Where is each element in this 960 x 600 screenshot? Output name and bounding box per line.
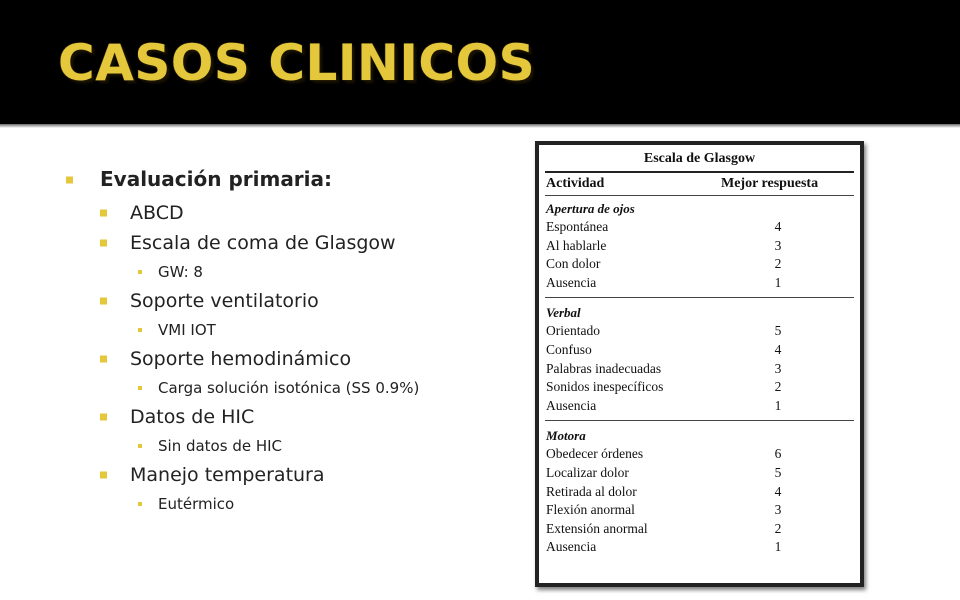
row-score: 1 bbox=[774, 274, 782, 290]
row-activity: Sonidos inespecíficos bbox=[546, 379, 664, 395]
section-heading: Verbal bbox=[546, 305, 581, 321]
section-heading: Apertura de ojos bbox=[546, 201, 635, 216]
row-activity: Localizar dolor bbox=[546, 465, 629, 480]
outline-item-text: Soporte ventilatorio bbox=[130, 290, 319, 312]
outline-item-level-3 bbox=[64, 258, 524, 286]
outline-item-level-3 bbox=[64, 374, 524, 402]
row-score: 2 bbox=[774, 256, 782, 272]
table-row bbox=[546, 446, 850, 464]
table-row bbox=[546, 379, 850, 397]
slide-header bbox=[0, 0, 960, 124]
square-bullet-icon bbox=[138, 502, 142, 506]
row-activity: Espontánea bbox=[546, 219, 609, 234]
outline-item-level-2 bbox=[64, 228, 524, 258]
square-bullet-icon bbox=[100, 240, 107, 247]
square-bullet-icon bbox=[100, 210, 107, 217]
row-score: 4 bbox=[774, 219, 782, 234]
column-header-response: Mejor respuesta bbox=[721, 176, 819, 191]
square-bullet-icon bbox=[66, 177, 73, 184]
table-row bbox=[546, 521, 850, 539]
outline-item-text: Soporte hemodinámico bbox=[130, 348, 352, 370]
outline-item-level-2 bbox=[64, 460, 524, 490]
square-bullet-icon bbox=[100, 298, 107, 305]
table-rule bbox=[545, 171, 854, 173]
outline-item-level-2 bbox=[64, 402, 524, 432]
row-score: 1 bbox=[774, 539, 782, 555]
table-row bbox=[546, 361, 850, 379]
row-score: 3 bbox=[774, 502, 782, 518]
outline-item-text: Carga solución isotónica (SS 0.9%) bbox=[158, 379, 420, 397]
row-activity: Retirada al dolor bbox=[546, 483, 637, 499]
row-score: 5 bbox=[774, 465, 782, 480]
row-activity: Obedecer órdenes bbox=[546, 446, 644, 462]
table-row bbox=[546, 539, 850, 557]
table-rule bbox=[545, 195, 854, 196]
square-bullet-icon bbox=[138, 444, 142, 448]
outline-item-text: Datos de HIC bbox=[130, 406, 255, 428]
row-score: 2 bbox=[774, 379, 782, 395]
outline-item-text: GW: 8 bbox=[158, 263, 203, 281]
row-activity: Orientado bbox=[546, 323, 600, 339]
outline-item-level-2 bbox=[64, 198, 524, 228]
table-row bbox=[546, 256, 850, 274]
bullet-outline bbox=[64, 162, 524, 518]
outline-item-level-1 bbox=[64, 162, 524, 198]
row-activity: Flexión anormal bbox=[546, 502, 635, 518]
outline-item-text: Sin datos de HIC bbox=[158, 437, 283, 455]
row-activity: Al hablarle bbox=[546, 237, 607, 253]
row-score: 4 bbox=[774, 483, 782, 499]
square-bullet-icon bbox=[100, 356, 107, 363]
section-divider bbox=[545, 297, 854, 298]
row-score: 4 bbox=[774, 342, 782, 357]
table-row bbox=[546, 219, 850, 237]
row-activity: Con dolor bbox=[546, 256, 601, 272]
table-row bbox=[546, 238, 850, 256]
row-score: 6 bbox=[774, 446, 782, 462]
row-score: 3 bbox=[774, 360, 782, 376]
row-activity: Ausencia bbox=[546, 539, 597, 555]
outline-item-level-3 bbox=[64, 432, 524, 460]
square-bullet-icon bbox=[138, 270, 142, 274]
section-heading: Motora bbox=[546, 428, 586, 444]
table-row bbox=[546, 502, 850, 520]
table-row bbox=[546, 398, 850, 416]
row-activity: Extensión anormal bbox=[546, 520, 648, 536]
outline-item-level-3 bbox=[64, 490, 524, 518]
row-activity: Confuso bbox=[546, 342, 592, 357]
row-activity: Ausencia bbox=[546, 397, 597, 413]
row-activity: Ausencia bbox=[546, 274, 597, 290]
row-score: 1 bbox=[774, 397, 782, 413]
table-row bbox=[546, 275, 850, 293]
outline-item-level-2 bbox=[64, 286, 524, 316]
square-bullet-icon bbox=[138, 386, 142, 390]
row-activity: Palabras inadecuadas bbox=[546, 360, 662, 376]
section-divider bbox=[545, 420, 854, 421]
row-score: 3 bbox=[774, 237, 782, 253]
square-bullet-icon bbox=[100, 472, 107, 479]
slide-title: CASOS CLINICOS bbox=[58, 34, 536, 92]
outline-item-text: VMI IOT bbox=[158, 321, 216, 339]
outline-item-text: Eutérmico bbox=[158, 495, 235, 513]
outline-item-level-3 bbox=[64, 316, 524, 344]
outline-item-text: Escala de coma de Glasgow bbox=[130, 232, 396, 254]
header-divider bbox=[0, 124, 960, 128]
outline-item-text: Manejo temperatura bbox=[130, 464, 325, 486]
outline-item-text: Evaluación primaria: bbox=[100, 167, 333, 191]
table-title: Escala de Glasgow bbox=[643, 151, 756, 166]
table-row bbox=[546, 465, 850, 483]
column-header-activity: Actividad bbox=[546, 176, 605, 191]
glasgow-scale-table bbox=[535, 141, 864, 587]
row-score: 5 bbox=[774, 323, 782, 339]
row-score: 2 bbox=[774, 520, 782, 536]
outline-item-level-2 bbox=[64, 344, 524, 374]
square-bullet-icon bbox=[100, 414, 107, 421]
table-row bbox=[546, 342, 850, 360]
table-row bbox=[546, 323, 850, 341]
table-row bbox=[546, 484, 850, 502]
square-bullet-icon bbox=[138, 328, 142, 332]
outline-item-text: ABCD bbox=[130, 202, 184, 224]
